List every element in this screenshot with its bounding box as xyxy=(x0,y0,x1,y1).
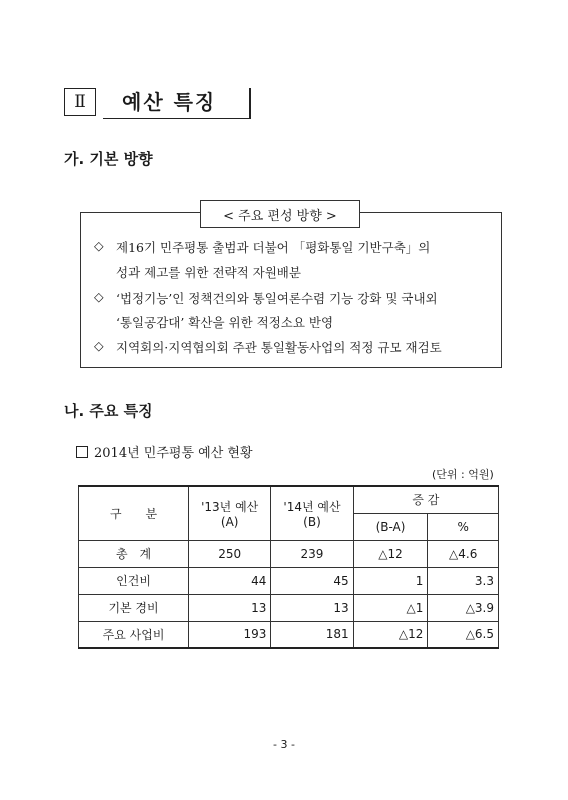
cell-a: 13 xyxy=(189,594,271,621)
budget-table xyxy=(78,485,499,649)
header-2013 xyxy=(189,486,271,540)
page-number: - 3 - xyxy=(273,738,295,751)
cell-a: 193 xyxy=(189,621,271,648)
row-label: 인건비 xyxy=(79,567,189,594)
cell-b: 45 xyxy=(271,567,353,594)
cell-b: 239 xyxy=(271,540,353,567)
unit-label: (단위 : 억원) xyxy=(432,468,494,481)
checkbox-icon xyxy=(76,446,88,458)
cell-pct: △6.5 xyxy=(428,621,499,648)
bullet-2-line-1: ‘법정기능’인 정책건의와 통일여론수렴 기능 강화 및 국내외 xyxy=(116,291,438,306)
cell-a: 250 xyxy=(189,540,271,567)
cell-pct: 3.3 xyxy=(428,567,499,594)
header-change: 증 감 xyxy=(353,486,498,513)
bullet-2-line-2: ‘통일공감대’ 확산을 위한 적정소요 반영 xyxy=(116,315,334,330)
row-label: 주요 사업비 xyxy=(79,621,189,648)
cell-a: 44 xyxy=(189,567,271,594)
table-header-row xyxy=(79,486,499,513)
bullet-3-line-1: 지역회의·지역협의회 주관 통일활동사업의 적정 규모 재검토 xyxy=(116,340,442,355)
cell-diff: 1 xyxy=(353,567,428,594)
row-label: 기본 경비 xyxy=(79,594,189,621)
bullet-marker: ◇ xyxy=(94,289,104,304)
table-subhead-text: 2014년 민주평통 예산 현황 xyxy=(94,446,253,461)
cell-diff: △12 xyxy=(353,540,428,567)
row-label: 총 계 xyxy=(79,540,189,567)
chapter-title: 예산 특징 xyxy=(122,90,217,114)
header-2013-sub: (A) xyxy=(220,514,239,529)
cell-diff: △12 xyxy=(353,621,428,648)
bullet-1-line-2: 성과 제고를 위한 전략적 자원배분 xyxy=(116,265,301,280)
chapter-underline xyxy=(103,118,250,119)
table-row xyxy=(79,621,499,648)
section-b-title: 나. 주요 특징 xyxy=(64,402,153,420)
header-2014-sub: (B) xyxy=(303,514,321,529)
header-2014 xyxy=(271,486,353,540)
bullet-marker: ◇ xyxy=(94,238,104,253)
bullet-marker: ◇ xyxy=(94,338,104,353)
header-category: 구 분 xyxy=(79,486,189,540)
cell-pct: △3.9 xyxy=(428,594,499,621)
table-row xyxy=(79,594,499,621)
section-a-title: 가. 기본 방향 xyxy=(64,150,153,168)
header-2014-label: '14년 예산 xyxy=(283,499,341,514)
cell-b: 13 xyxy=(271,594,353,621)
header-2013-label: '13년 예산 xyxy=(201,499,259,514)
header-pct: % xyxy=(428,513,499,540)
chapter-divider xyxy=(249,88,251,119)
cell-b: 181 xyxy=(271,621,353,648)
table-row xyxy=(79,540,499,567)
chapter-number: Ⅱ xyxy=(64,88,96,116)
table-subhead xyxy=(76,442,253,461)
direction-box-label: < 주요 편성 방향 > xyxy=(200,200,360,228)
table-row xyxy=(79,567,499,594)
cell-pct: △4.6 xyxy=(428,540,499,567)
cell-diff: △1 xyxy=(353,594,428,621)
header-diff: (B-A) xyxy=(353,513,428,540)
bullet-1-line-1: 제16기 민주평통 출범과 더불어 「평화통일 기반구축」의 xyxy=(116,240,431,255)
